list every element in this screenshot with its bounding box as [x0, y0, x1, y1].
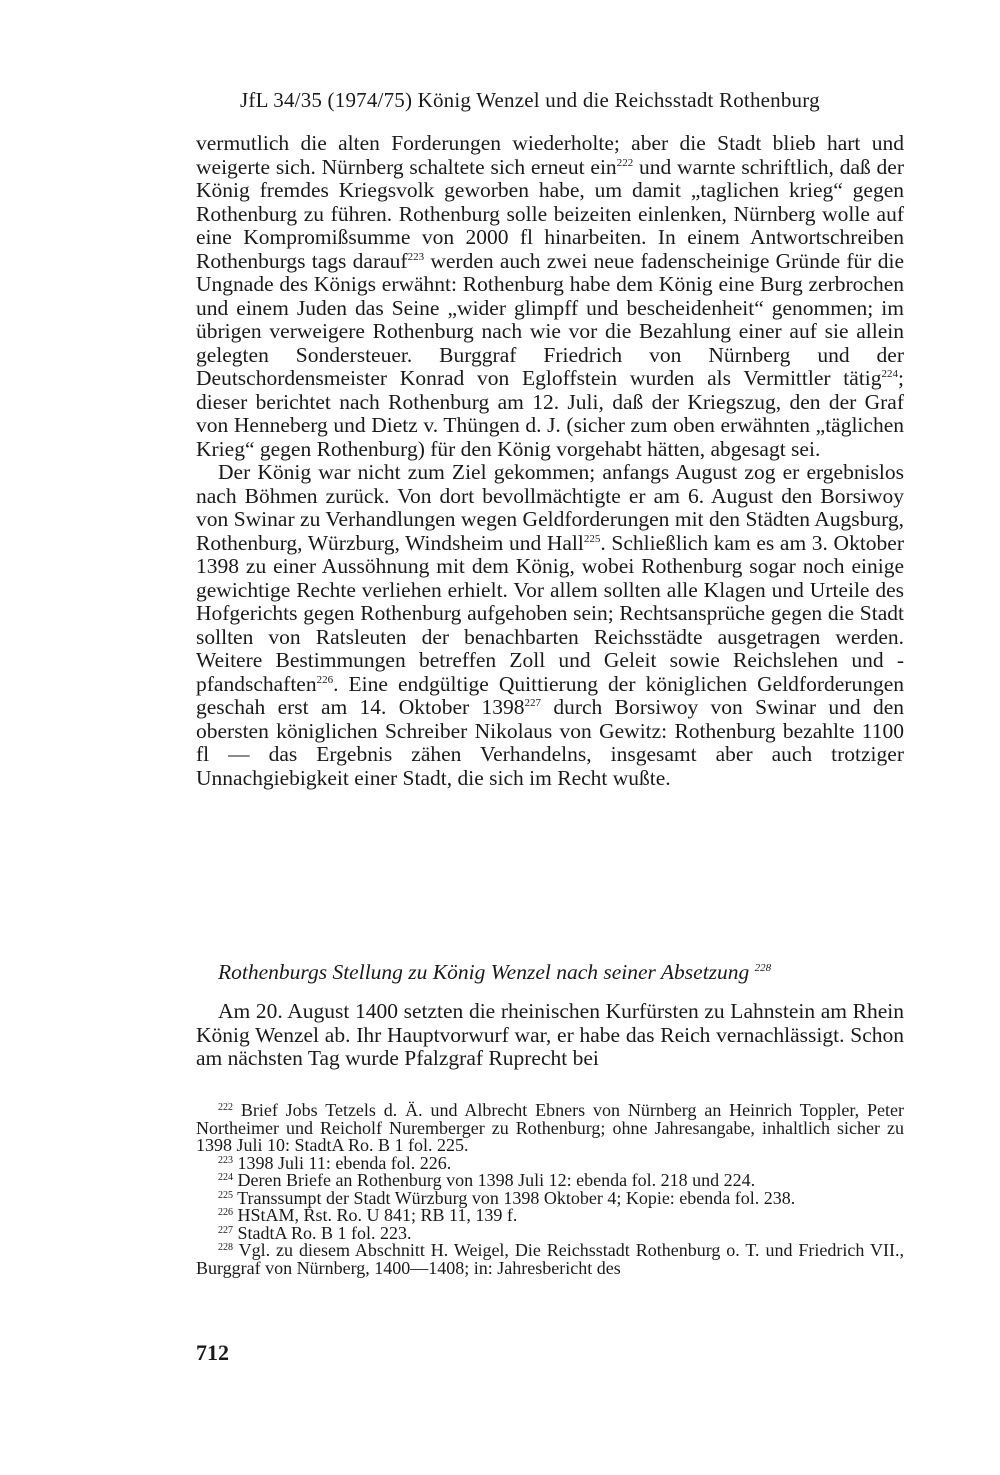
running-head: JfL 34/35 (1974/75) König Wenzel und die Reichsstadt Rothenburg — [240, 88, 820, 112]
footnote-ref[interactable]: 228 — [754, 962, 772, 974]
footnote-ref[interactable]: 224 — [881, 368, 899, 380]
footnote-ref[interactable]: 225 — [583, 532, 601, 545]
footnote: $^{223}$ 1398 Juli 11: ebenda fol. 226. — [218, 1152, 452, 1173]
footnote-number: 222 — [218, 1102, 233, 1113]
paragraph: Der König war nicht zum Ziel gekommen; anfangs August zog er ergebnislos nach Böhmen zurück. Von dort bevollmächtigte er am 6. August den Borsiwoy von Swinar zu Verhandlungen wegen Geldforderungen mit den Städten Augsburg, Rothenburg, Würzburg, Windsheim und Hall$^{225}$. Schließlich kam es am 3. Oktober 1398 zu einer Aussöhnung mit dem König, wobei Rothenburg sogar noch einige gewichtige Rechte verliehen erhielt. Vor allem sollten alle Klagen und Urteile des Hofgerichts gegen Rothenburg aufgehoben sein; Rechtsansprüche gegen die Stadt sollten von Ratsleuten der benachbarten Reichsstädte ausgetragen werden. Weitere Bestimmungen betreffen Zoll und Geleit sowie Reichslehen und -pfandschaften$^{226}$. Eine endgültige Quittierung der königlichen Geldforderungen geschah erst am 14. Oktober 1398$^{227}$ durch Borsiwoy von Swinar und den obersten königlichen Schreiber Nikolaus von Gewitz: Rothenburg bezahlte 1100 fl — das Ergebnis zähen Verhandelns, insgesamt aber auch trotziger Unnachgiebigkeit einer Stadt, die sich im Recht wußte. — [196, 460, 904, 790]
footnote-ref[interactable]: 223 — [407, 250, 425, 263]
footnote-ref[interactable]: 227 — [524, 697, 542, 709]
footnote-number: 224 — [218, 1172, 233, 1183]
footnote-ref[interactable]: 226 — [316, 673, 334, 686]
footnote-number: 227 — [218, 1224, 233, 1236]
body-text — [196, 132, 904, 790]
section-text — [196, 1000, 904, 1071]
paragraph: vermutlich die alten Forderungen wiederholte; aber die Stadt blieb hart und weigerte sich. Nürnberg schaltete sich erneut ein$^{222}$ und warnte schriftlich, daß der König fremdes Kriegsvolk geworben habe, um damit „taglichen krieg“ gegen Rothenburg zu führen. Rothenburg solle beizeiten einlenken, Nürnberg wolle auf eine Kompromißsumme von 2000 fl hinarbeiten. In einem Antwortschreiben Rothenburgs tags darauf$^{223}$ werden auch zwei neue fadenscheinige Gründe für die Ungnade des Königs erwähnt: Rothenburg habe dem König eine Burg zerbrochen und einem Juden das Seine „wider glimpff und bescheidenheit“ genommen; im übrigen verweigere Rothenburg nach wie vor die Bezahlung einer auf sie allein gelegten Sondersteuer. Burggraf Friedrich von Nürnberg und der Deutschordensmeister Konrad von Egloffstein wurden als Vermittler tätig$^{224}$; dieser berichtet nach Rothenburg am 12. Juli, daß der Kriegszug, den der Graf von Henneberg und Dietz v. Thüngen d. J. (sicher zum oben erwähnten „täglichen Krieg“ gegen Rothenburg) für den König vorgehabt hätten, abgesagt sei. — [196, 131, 904, 461]
footnote-number: 223 — [218, 1154, 233, 1166]
footnote: $^{225}$ Transsumpt der Stadt Würzburg von 1398 Oktober 4; Kopie: ebenda fol. 238. — [218, 1187, 796, 1208]
paragraph: Am 20. August 1400 setzten die rheinischen Kurfürsten zu Lahnstein am Rhein König Wenzel ab. Ihr Hauptvorwurf war, er habe das Reich vernachlässigt. Schon am nächsten Tag wurde Pfalzgraf Ruprecht bei — [196, 999, 904, 1070]
footnote-number: 226 — [218, 1207, 233, 1218]
footnote: $^{228}$ Vgl. zu diesem Abschnitt H. Weigel, Die Reichsstadt Rothenburg o. T. und Friedrich VII., Burggraf von Nürnberg, 1400—1408; in: Jahresbericht des — [196, 1240, 904, 1278]
footnote-number: 228 — [218, 1242, 233, 1253]
footnote-ref[interactable]: 222 — [616, 156, 634, 169]
footnote: $^{222}$ Brief Jobs Tetzels d. Ä. und Albrecht Ebners von Nürnberg an Heinrich Toppler, Peter Northeimer und Reicholf Nuremberger zu Rothenburg; ohne Jahresangabe, inhaltlich sicher zu 1398 Juli 10: StadtA Ro. B 1 fol. 225. — [196, 1100, 904, 1155]
page-number: 712 — [196, 1340, 229, 1365]
section-heading: Rothenburgs Stellung zu König Wenzel nach seiner Absetzung $^{228}$ — [218, 960, 772, 984]
footnotes — [196, 1102, 904, 1277]
footnote-number: 225 — [218, 1189, 233, 1201]
footnote: $^{226}$ HStAM, Rst. Ro. U 841; RB 11, 139 f. — [218, 1205, 518, 1225]
footnote: $^{227}$ StadtA Ro. B 1 fol. 223. — [218, 1222, 412, 1243]
footnote: $^{224}$ Deren Briefe an Rothenburg von 1398 Juli 12: ebenda fol. 218 und 224. — [218, 1170, 756, 1190]
